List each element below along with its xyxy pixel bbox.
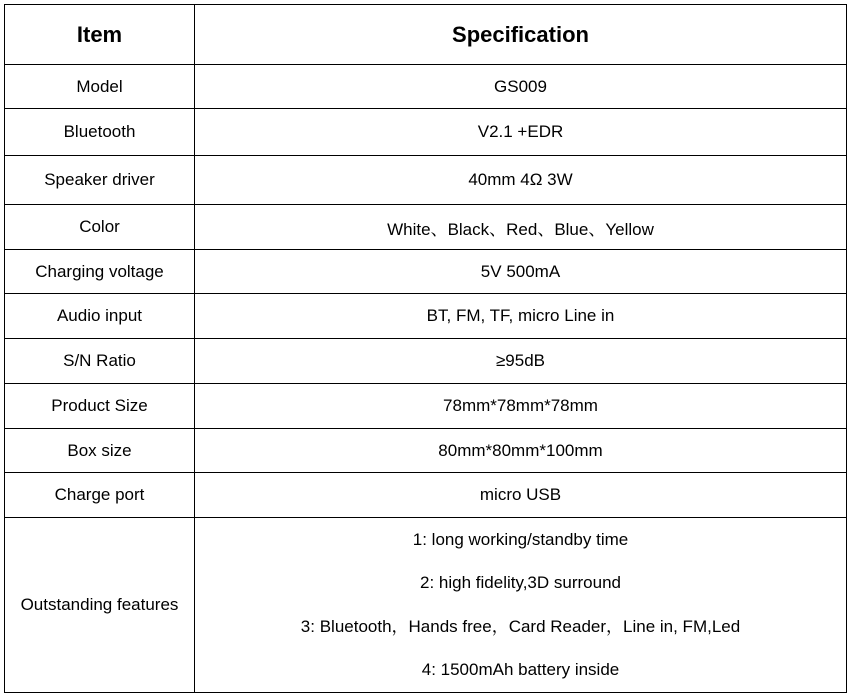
table-row: [5, 109, 847, 156]
row-item-model: Model: [5, 65, 195, 109]
table-row: [5, 384, 847, 429]
row-item-color: Color: [5, 205, 195, 250]
row-item-sn-ratio: S/N Ratio: [5, 339, 195, 384]
row-value-audio-input: BT, FM, TF, micro Line in: [195, 294, 847, 339]
row-value-speaker-driver: 40mm 4Ω 3W: [195, 156, 847, 205]
table-row: [5, 339, 847, 384]
header-specification: Specification: [195, 5, 847, 65]
feature-line: 2: high fidelity,3D surround: [420, 573, 621, 593]
table-row-features: [5, 518, 847, 693]
table-row: [5, 65, 847, 109]
row-value-box-size: 80mm*80mm*100mm: [195, 429, 847, 473]
table-header-row: [5, 5, 847, 65]
row-item-bluetooth: Bluetooth: [5, 109, 195, 156]
feature-line: 3: Bluetooth，Hands free，Card Reader，Line in, FM,Led: [300, 616, 741, 636]
row-item-charge-port: Charge port: [5, 473, 195, 518]
row-value-model: GS009: [195, 65, 847, 109]
table-row: [5, 429, 847, 473]
row-item-outstanding-features: Outstanding features: [5, 518, 195, 693]
row-item-box-size: Box size: [5, 429, 195, 473]
table-row: [5, 205, 847, 250]
row-item-product-size: Product Size: [5, 384, 195, 429]
header-item: Item: [5, 5, 195, 65]
table-row: [5, 473, 847, 518]
row-value-color: White、Black、Red、Blue、Yellow: [195, 205, 847, 250]
row-item-audio-input: Audio input: [5, 294, 195, 339]
row-value-sn-ratio: ≥95dB: [195, 339, 847, 384]
table-row: [5, 156, 847, 205]
row-value-outstanding-features: [195, 518, 847, 693]
feature-line: 1: long working/standby time: [412, 529, 629, 549]
row-value-bluetooth: V2.1 +EDR: [195, 109, 847, 156]
specification-table: [4, 4, 847, 693]
row-value-product-size: 78mm*78mm*78mm: [195, 384, 847, 429]
row-value-charging-voltage: 5V 500mA: [195, 250, 847, 294]
row-item-speaker-driver: Speaker driver: [5, 156, 195, 205]
table-row: [5, 250, 847, 294]
row-item-charging-voltage: Charging voltage: [5, 250, 195, 294]
table-row: [5, 294, 847, 339]
row-value-charge-port: micro USB: [195, 473, 847, 518]
feature-line: 4: 1500mAh battery inside: [421, 660, 620, 680]
